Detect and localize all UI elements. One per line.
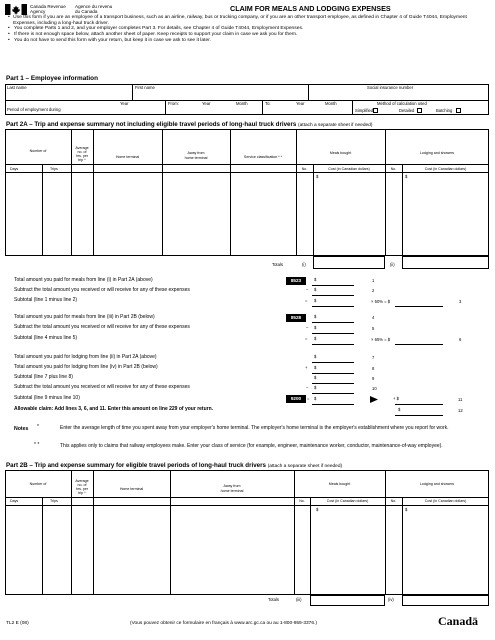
last-name-field[interactable] xyxy=(6,92,131,99)
calc-line-9-label: Subtotal (line 7 plus line 8) xyxy=(14,374,73,380)
calc-line-10-label: Subtract the total amount you received or will receive for any of these expenses xyxy=(14,384,190,390)
meals-bought-label: Meals bought xyxy=(329,151,352,155)
form-title: CLAIM FOR MEALS AND LODGING EXPENSES xyxy=(230,4,391,13)
note-2: This applies only to claims that railway employees make. Enter your class of service (for example, engineer, maintenance worker, conductor, maintenance-of-way employee). xyxy=(60,443,443,449)
code-9200: 9200 xyxy=(286,395,306,403)
calc-2-minus: – xyxy=(306,287,309,292)
service-mark: * * xyxy=(278,155,283,159)
calc-3-field[interactable] xyxy=(398,298,443,306)
b-lodging-label: Lodging and showers xyxy=(419,482,455,486)
b-days-label: Days xyxy=(10,499,19,503)
lodging-dollar: $ xyxy=(405,174,408,179)
avg-line-4: trip * xyxy=(78,158,86,162)
avg-line-1: Average xyxy=(75,146,89,150)
total-i-field[interactable] xyxy=(313,256,385,269)
from-month-label: Month xyxy=(236,101,248,106)
dept-name-en: Canada Revenue xyxy=(30,4,66,9)
sin-label: Social insurance number xyxy=(367,85,414,90)
part2b-heading: Part 2B – Trip and expense summary for eligible travel periods of long-haul truck drivers xyxy=(6,462,266,469)
year-label: Year xyxy=(120,101,129,106)
part1-heading: Part 1 – Employee information xyxy=(6,75,98,82)
calc-line-7-label: Total amount you paid for lodging from line (ii) in Part 2A (above) xyxy=(14,354,157,360)
calc-7-dollar: $ xyxy=(314,354,317,359)
pct-50-label: × 50% = $ xyxy=(371,299,391,304)
lodging-label: Lodging and showers xyxy=(419,151,455,155)
part2a-heading-row xyxy=(6,121,372,129)
b-meals-bought-label: Meals bought xyxy=(328,482,351,486)
totals-label-2a: Totals xyxy=(272,262,283,267)
b-meals-cost-label: Cost (in Canadian dollars) xyxy=(326,499,369,503)
line-number-10: 10 xyxy=(372,386,377,391)
calc-10-field[interactable] xyxy=(318,385,354,393)
days-label: Days xyxy=(10,167,19,171)
b-trips-label: Trips xyxy=(50,499,58,503)
note-1: Enter the average length of time you spent away from your employer's home terminal. The employer's home terminal is the employer's establishment where you report for work. xyxy=(60,425,449,431)
canada-flag-icon xyxy=(5,4,27,15)
pct-65-label: × 65% = $ xyxy=(371,337,391,342)
calc-6-eq: = xyxy=(305,336,308,341)
b-lodging-cost-label: Cost (in Canadian dollars) xyxy=(424,499,467,503)
part2a-heading: Part 2A – Trip and expense summary not including eligible travel periods of long-haul truck drivers xyxy=(6,121,297,128)
calc-9-dollar: $ xyxy=(314,375,317,380)
calc-11-dollar: $ xyxy=(314,396,317,401)
french-notice: (Vous pouvez obtenir ce formulaire en français à www.arc.gc.ca ou au 1-800-959-3376.) xyxy=(130,621,317,626)
calc-line-11-label: Subtotal (line 9 minus line 10) xyxy=(14,395,80,401)
instruction-2: You complete Parts 1 and 2, and your employer completes Part 3. For details, see Chapter 4 of Guide T4044, Employment Expenses. xyxy=(14,26,304,32)
calc-4-dollar: $ xyxy=(314,314,317,319)
line-number-1: 1 xyxy=(372,278,375,283)
lodging-cost-label: Cost (in Canadian dollars) xyxy=(424,167,467,171)
calc-3-eq: = xyxy=(305,298,308,303)
total-iv-field[interactable] xyxy=(402,595,489,606)
calc-line-3-label: Subtotal (line 1 minus line 2) xyxy=(14,297,78,303)
calc-1-dollar: $ xyxy=(314,277,317,282)
simplified-checkbox[interactable] xyxy=(373,108,378,113)
b-meals-dollar: $ xyxy=(316,507,319,512)
calc-3-dollar: $ xyxy=(314,298,317,303)
calc-8-plus: + xyxy=(305,365,308,370)
from-label: From: xyxy=(168,101,179,106)
part2a-note: (attach a separate sheet if needed) xyxy=(298,123,373,128)
meals-no-label: No. xyxy=(301,167,308,171)
calc-5-dollar: $ xyxy=(314,325,317,330)
calc-2-field[interactable] xyxy=(318,287,354,295)
first-name-field[interactable] xyxy=(133,92,307,99)
allowable-claim-field[interactable] xyxy=(403,407,443,415)
service-label xyxy=(230,155,296,159)
code-8528: 8528 xyxy=(286,314,306,322)
dept-name-en-2: Agency xyxy=(30,9,46,14)
b-lodging-no-label: No. xyxy=(390,499,397,503)
part2b-heading-row xyxy=(6,462,342,470)
line-number-11: 11 xyxy=(458,397,463,402)
b-away-line-1: Away from xyxy=(223,484,241,488)
part2b-note: (attach a separate sheet if needed) xyxy=(267,464,343,469)
allowable-claim-label: Allowable claim: Add lines 3, 6, and 11. Enter this amount on line 229 of your return. xyxy=(14,406,214,412)
calc-11-field[interactable] xyxy=(403,396,443,404)
line-number-9: 9 xyxy=(372,376,375,381)
b-number-of-label: Number of xyxy=(29,482,47,486)
simplified-label: Simplified xyxy=(355,108,374,113)
notes-label: Notes xyxy=(14,426,29,432)
away-line-2: home terminal xyxy=(184,155,208,160)
total-iii-label: (iii) xyxy=(296,597,302,602)
calc-line-1-label: Total amount you paid for meals from line (i) in Part 2A (above) xyxy=(14,277,153,283)
b-lodging-dollar: $ xyxy=(405,507,408,512)
calc-8-dollar: $ xyxy=(314,365,317,370)
meals-cost-label: Cost (in Canadian dollars) xyxy=(328,167,370,171)
calc-6-field[interactable] xyxy=(398,336,443,344)
canada-wordmark: Canadä xyxy=(438,614,479,628)
calc-7-field[interactable] xyxy=(318,354,354,362)
arrow-right-icon xyxy=(370,396,378,403)
note-2-marker: * * xyxy=(34,442,40,448)
detailed-checkbox[interactable] xyxy=(417,108,422,113)
away-terminal-label xyxy=(162,151,230,160)
part2a-entry-area[interactable] xyxy=(6,173,488,255)
line-number-3: 3 xyxy=(459,299,462,304)
period-label: Period of employment during xyxy=(7,107,61,112)
calc-line-6-label: Subtotal (line 4 minus line 5) xyxy=(14,335,78,341)
calc-9-field[interactable] xyxy=(318,375,354,383)
avg-hours-label xyxy=(71,146,93,162)
calc-11-plus-dollar: + $ xyxy=(393,396,399,401)
sin-field[interactable] xyxy=(309,92,488,99)
line-number-5: 5 xyxy=(372,326,375,331)
dept-name-fr: Agence du revenu xyxy=(75,4,113,9)
code-8523: 8523 xyxy=(286,277,306,285)
to-label: To: xyxy=(265,101,271,106)
from-year-label: Year xyxy=(202,101,211,106)
trips-label: Trips xyxy=(50,167,58,171)
calc-line-8-label: Total amount you paid for lodging from line (iv) in Part 2B (below) xyxy=(14,364,158,370)
part2b-entry-area[interactable] xyxy=(6,506,488,594)
calc-11-eq: = xyxy=(307,396,310,401)
calc-line-5-label: Subtract the total amount you received or will receive for any of these expenses xyxy=(14,324,190,330)
b-avg-line-4: trip * xyxy=(78,491,86,495)
number-of-label: Number of xyxy=(29,149,47,153)
line-number-8: 8 xyxy=(372,366,375,371)
b-avg-line-2: no. of xyxy=(77,483,87,487)
avg-line-3: hrs. per xyxy=(75,154,89,158)
calc-line-2-label: Subtract the total amount you received or will receive for any of these expenses xyxy=(14,287,190,293)
total-i-label: (i) xyxy=(302,262,306,267)
batching-label: Batching xyxy=(436,108,453,113)
home-terminal-label: Home terminal xyxy=(115,155,140,159)
b-avg-hours-label xyxy=(71,479,93,495)
total-ii-field[interactable] xyxy=(402,256,489,269)
method-label: Method of calculation used xyxy=(377,101,427,106)
line-number-2: 2 xyxy=(372,288,375,293)
avg-line-2: no. of xyxy=(77,150,87,154)
calc-1-field[interactable] xyxy=(318,277,354,285)
calc-6-dollar: $ xyxy=(314,336,317,341)
calc-5-field[interactable] xyxy=(318,325,354,333)
calc-5-minus: – xyxy=(306,325,309,330)
calc-line-4-label: Total amount you paid for meals from line (iii) in Part 2B (below) xyxy=(14,314,155,320)
line-number-6: 6 xyxy=(459,337,462,342)
to-month-label: Month xyxy=(325,101,337,106)
line-number-4: 4 xyxy=(372,315,375,320)
b-avg-line-1: Average xyxy=(75,479,89,483)
form-id: TL2 E (08) xyxy=(6,621,29,626)
first-name-label: First name xyxy=(135,85,155,90)
to-year-label: Year xyxy=(296,101,305,106)
calc-10-minus: – xyxy=(306,385,309,390)
b-home-terminal-label: Home terminal xyxy=(119,487,144,491)
total-iii-field[interactable] xyxy=(310,595,385,606)
line-number-12: 12 xyxy=(458,408,463,413)
total-ii-label: (ii) xyxy=(390,262,395,267)
b-avg-line-3: hrs. per xyxy=(75,487,89,491)
instruction-3: If there is not enough space below, attach another sheet of paper. Keep receipts to support your claim in case we ask you for them. xyxy=(14,32,298,38)
calc-2-dollar: $ xyxy=(314,287,317,292)
meals-dollar: $ xyxy=(316,174,319,179)
last-name-label: Last name xyxy=(7,85,27,90)
totals-label-2b: Totals xyxy=(268,597,279,602)
instruction-1: Use this form if you are an employee of a transport business, such as an airline, railway, bus or trucking company, or if you are an other transport employee, as defined in Chapter 4 of Guide T4044, Employment Expenses, including a long-haul truck driver. xyxy=(13,15,467,26)
calc-10-dollar: $ xyxy=(314,385,317,390)
instructions: • Use this form if you are an employee of a transport business, such as an airline, railway, bus or trucking company, or if you are an other transport employee, as defined in Chapter 4 of Guide T4044, Employment Expenses, including a long-haul truck driver. • You complete Parts 1 and 2, and your employer completes Part 3. For details, see Chapter 4 of Guide T4044, Employment Expenses. • If there is not enough space below, attach another sheet of paper. Keep receipts to support your claim in case we ask you for them. • You do not have to send this form with your return, but keep it in case we ask to see it later. xyxy=(8,15,488,44)
calc-4-field[interactable] xyxy=(318,314,354,322)
instruction-4: You do not have to send this form with your return, but keep it in case we ask to see it later. xyxy=(14,37,211,43)
away-line-1: Away from xyxy=(187,151,205,155)
line-number-7: 7 xyxy=(372,355,375,360)
service-text: Service classification xyxy=(243,155,278,159)
detailed-label: Detailed xyxy=(399,108,415,113)
b-meals-no-label: No. xyxy=(299,499,305,503)
calc-8-field[interactable] xyxy=(318,365,354,373)
dept-name-fr-2: du Canada xyxy=(75,9,98,14)
b-away-terminal-label xyxy=(170,484,294,493)
b-away-line-2: home terminal xyxy=(220,488,244,493)
allowable-dollar: $ xyxy=(398,407,401,412)
note-1-marker: * xyxy=(37,424,39,430)
batching-checkbox[interactable] xyxy=(456,108,461,113)
total-iv-label: (iv) xyxy=(388,597,394,602)
lodging-no-label: No. xyxy=(390,167,397,171)
